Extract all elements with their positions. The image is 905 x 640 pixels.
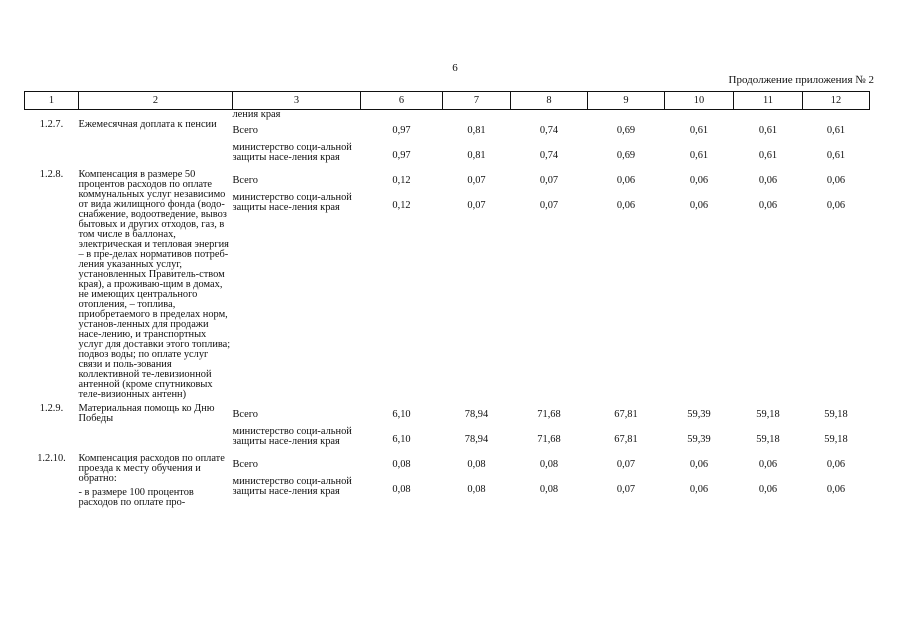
source-ministry-label: министерство соци-альной защиты насе-ления края xyxy=(232,142,352,163)
appendix-table xyxy=(24,91,870,508)
value-text: 0,08 xyxy=(539,484,559,495)
value-cell xyxy=(361,454,443,508)
value-text: 0,81 xyxy=(467,150,486,161)
value-text: 67,81 xyxy=(614,434,638,445)
value-text: 0,06 xyxy=(689,175,709,186)
value-text: 0,08 xyxy=(539,459,559,470)
row-number: 1.2.10. xyxy=(37,453,66,464)
value-text: 0,06 xyxy=(689,484,709,495)
value-text: 0,08 xyxy=(467,459,486,470)
row-subitem: - в размере 100 процентов расходов по оплате про- xyxy=(78,487,194,508)
source-cell xyxy=(233,404,361,454)
value-text: 59,18 xyxy=(756,409,780,420)
value-cell xyxy=(511,454,588,508)
row-name: Компенсация расходов по оплате проезда к месту обучения и обратно: xyxy=(78,453,225,484)
value-cell xyxy=(588,120,665,170)
value-cell xyxy=(361,120,443,170)
value-text: 0,74 xyxy=(539,125,559,136)
value-text: 78,94 xyxy=(464,409,489,420)
value-text: 0,08 xyxy=(392,484,411,495)
value-cell xyxy=(734,404,803,454)
row-name: Ежемесячная доплата к пенсии xyxy=(78,119,217,130)
value-text: 0,97 xyxy=(392,125,411,136)
column-header: 9 xyxy=(588,92,665,110)
value-cell xyxy=(734,120,803,170)
value-cell xyxy=(665,120,734,170)
column-header: 12 xyxy=(803,92,870,110)
value-text: 0,69 xyxy=(616,125,636,136)
value-text: 0,12 xyxy=(392,175,411,186)
value-cell xyxy=(361,170,443,404)
row-name: Компенсация в размере 50 процентов расходов по оплате коммунальных услуг независимо от вида жилищного фонда (водо-снабжение, водоотведение, вывоз бытовых и других отходов, газ, в том числе в баллонах, электрическая и тепловая энергия – в пре-делах нормативов потреб-ления указанных услуг, установленных Правитель-ством края), а проживаю-щим в домах, не имеющих центрального отопления, – топлива, приобретаемого в пределах норм, установ-ленных для продажи насе-лению, и транспортных услуг для доставки этого топлива; подвоз воды; по оплате услуг связи и поль-зования коллективной те-левизионной антенной (кроме спутниковых теле-визионных антенн) xyxy=(78,169,231,400)
value-text: 0,06 xyxy=(758,484,778,495)
value-cell xyxy=(361,404,443,454)
value-cell xyxy=(511,170,588,404)
value-cell xyxy=(511,120,588,170)
value-text: 0,06 xyxy=(758,200,778,211)
value-text: 0,08 xyxy=(467,484,486,495)
value-cell xyxy=(443,170,511,404)
value-cell xyxy=(443,120,511,170)
table-row xyxy=(25,404,870,454)
row-number: 1.2.8. xyxy=(39,169,64,180)
source-ministry-label: министерство соци-альной защиты насе-ления края xyxy=(232,426,352,447)
value-cell xyxy=(665,404,734,454)
value-text: 0,61 xyxy=(758,150,778,161)
column-header: 1 xyxy=(25,92,79,110)
value-cell xyxy=(588,404,665,454)
column-header: 2 xyxy=(79,92,233,110)
value-text: 0,07 xyxy=(539,175,559,186)
value-text: 59,18 xyxy=(756,434,780,445)
source-total-label: Всего xyxy=(232,125,258,136)
value-cell xyxy=(665,170,734,404)
value-text: 0,12 xyxy=(392,200,411,211)
value-text: 0,06 xyxy=(826,484,846,495)
value-text: 0,61 xyxy=(689,125,709,136)
value-text: 59,39 xyxy=(687,409,711,420)
table-row xyxy=(25,120,870,170)
source-ministry-label: министерство соци-альной защиты насе-ления края xyxy=(232,476,352,497)
value-cell xyxy=(511,404,588,454)
value-text: 0,61 xyxy=(826,150,846,161)
value-text: 0,06 xyxy=(758,459,778,470)
value-text: 0,06 xyxy=(826,459,846,470)
row-name-cell xyxy=(79,454,233,508)
table-row xyxy=(25,170,870,404)
column-header: 8 xyxy=(511,92,588,110)
value-text: 78,94 xyxy=(464,434,489,445)
value-text: 59,39 xyxy=(687,434,711,445)
source-total-label: Всего xyxy=(232,409,258,420)
value-cell xyxy=(443,454,511,508)
value-cell xyxy=(803,404,870,454)
value-text: 0,74 xyxy=(539,150,559,161)
value-text: 0,06 xyxy=(689,200,709,211)
value-text: 0,08 xyxy=(392,459,411,470)
value-cell xyxy=(443,404,511,454)
value-text: 6,10 xyxy=(392,409,411,420)
value-text: 0,61 xyxy=(758,125,778,136)
value-text: 0,07 xyxy=(467,200,486,211)
column-header: 11 xyxy=(734,92,803,110)
source-ministry-label: министерство соци-альной защиты насе-ления края xyxy=(232,192,352,213)
value-text: 0,61 xyxy=(826,125,846,136)
value-text: 0,06 xyxy=(616,200,636,211)
appendix-continuation-label: Продолжение приложения № 2 xyxy=(728,74,874,86)
value-text: 0,61 xyxy=(689,150,709,161)
value-text: 0,97 xyxy=(392,150,411,161)
value-text: 59,18 xyxy=(824,434,848,445)
row-number: 1.2.7. xyxy=(39,119,64,130)
source-cell xyxy=(233,120,361,170)
value-text: 6,10 xyxy=(392,434,411,445)
column-header: 7 xyxy=(443,92,511,110)
value-text: 0,69 xyxy=(616,150,636,161)
column-header: 3 xyxy=(233,92,361,110)
source-total-label: Всего xyxy=(232,175,258,186)
source-cell xyxy=(233,170,361,404)
value-text: 0,07 xyxy=(616,459,636,470)
value-cell xyxy=(803,120,870,170)
value-cell xyxy=(803,454,870,508)
source-cell xyxy=(233,454,361,508)
value-text: 71,68 xyxy=(537,409,561,420)
value-cell xyxy=(803,170,870,404)
value-cell xyxy=(665,454,734,508)
row-name: Материальная помощь ко Дню Победы xyxy=(78,403,215,424)
value-text: 0,07 xyxy=(616,484,636,495)
value-cell xyxy=(588,170,665,404)
table-row xyxy=(25,454,870,508)
column-header: 10 xyxy=(665,92,734,110)
value-text: 0,06 xyxy=(758,175,778,186)
value-cell xyxy=(734,170,803,404)
value-text: 0,81 xyxy=(467,125,486,136)
value-cell xyxy=(734,454,803,508)
column-header: 6 xyxy=(361,92,443,110)
value-text: 0,06 xyxy=(616,175,636,186)
value-text: 0,07 xyxy=(539,200,559,211)
value-text: 0,06 xyxy=(826,175,846,186)
value-text: 0,07 xyxy=(467,175,486,186)
value-text: 59,18 xyxy=(824,409,848,420)
page-number: 6 xyxy=(452,62,458,74)
value-text: 67,81 xyxy=(614,409,638,420)
table-header-row xyxy=(25,92,870,110)
value-text: 0,06 xyxy=(689,459,709,470)
row-number: 1.2.9. xyxy=(39,403,64,414)
source-total-label: Всего xyxy=(232,459,258,470)
value-text: 71,68 xyxy=(537,434,561,445)
continued-source-text: ления края xyxy=(232,109,281,120)
value-text: 0,06 xyxy=(826,200,846,211)
value-cell xyxy=(588,454,665,508)
